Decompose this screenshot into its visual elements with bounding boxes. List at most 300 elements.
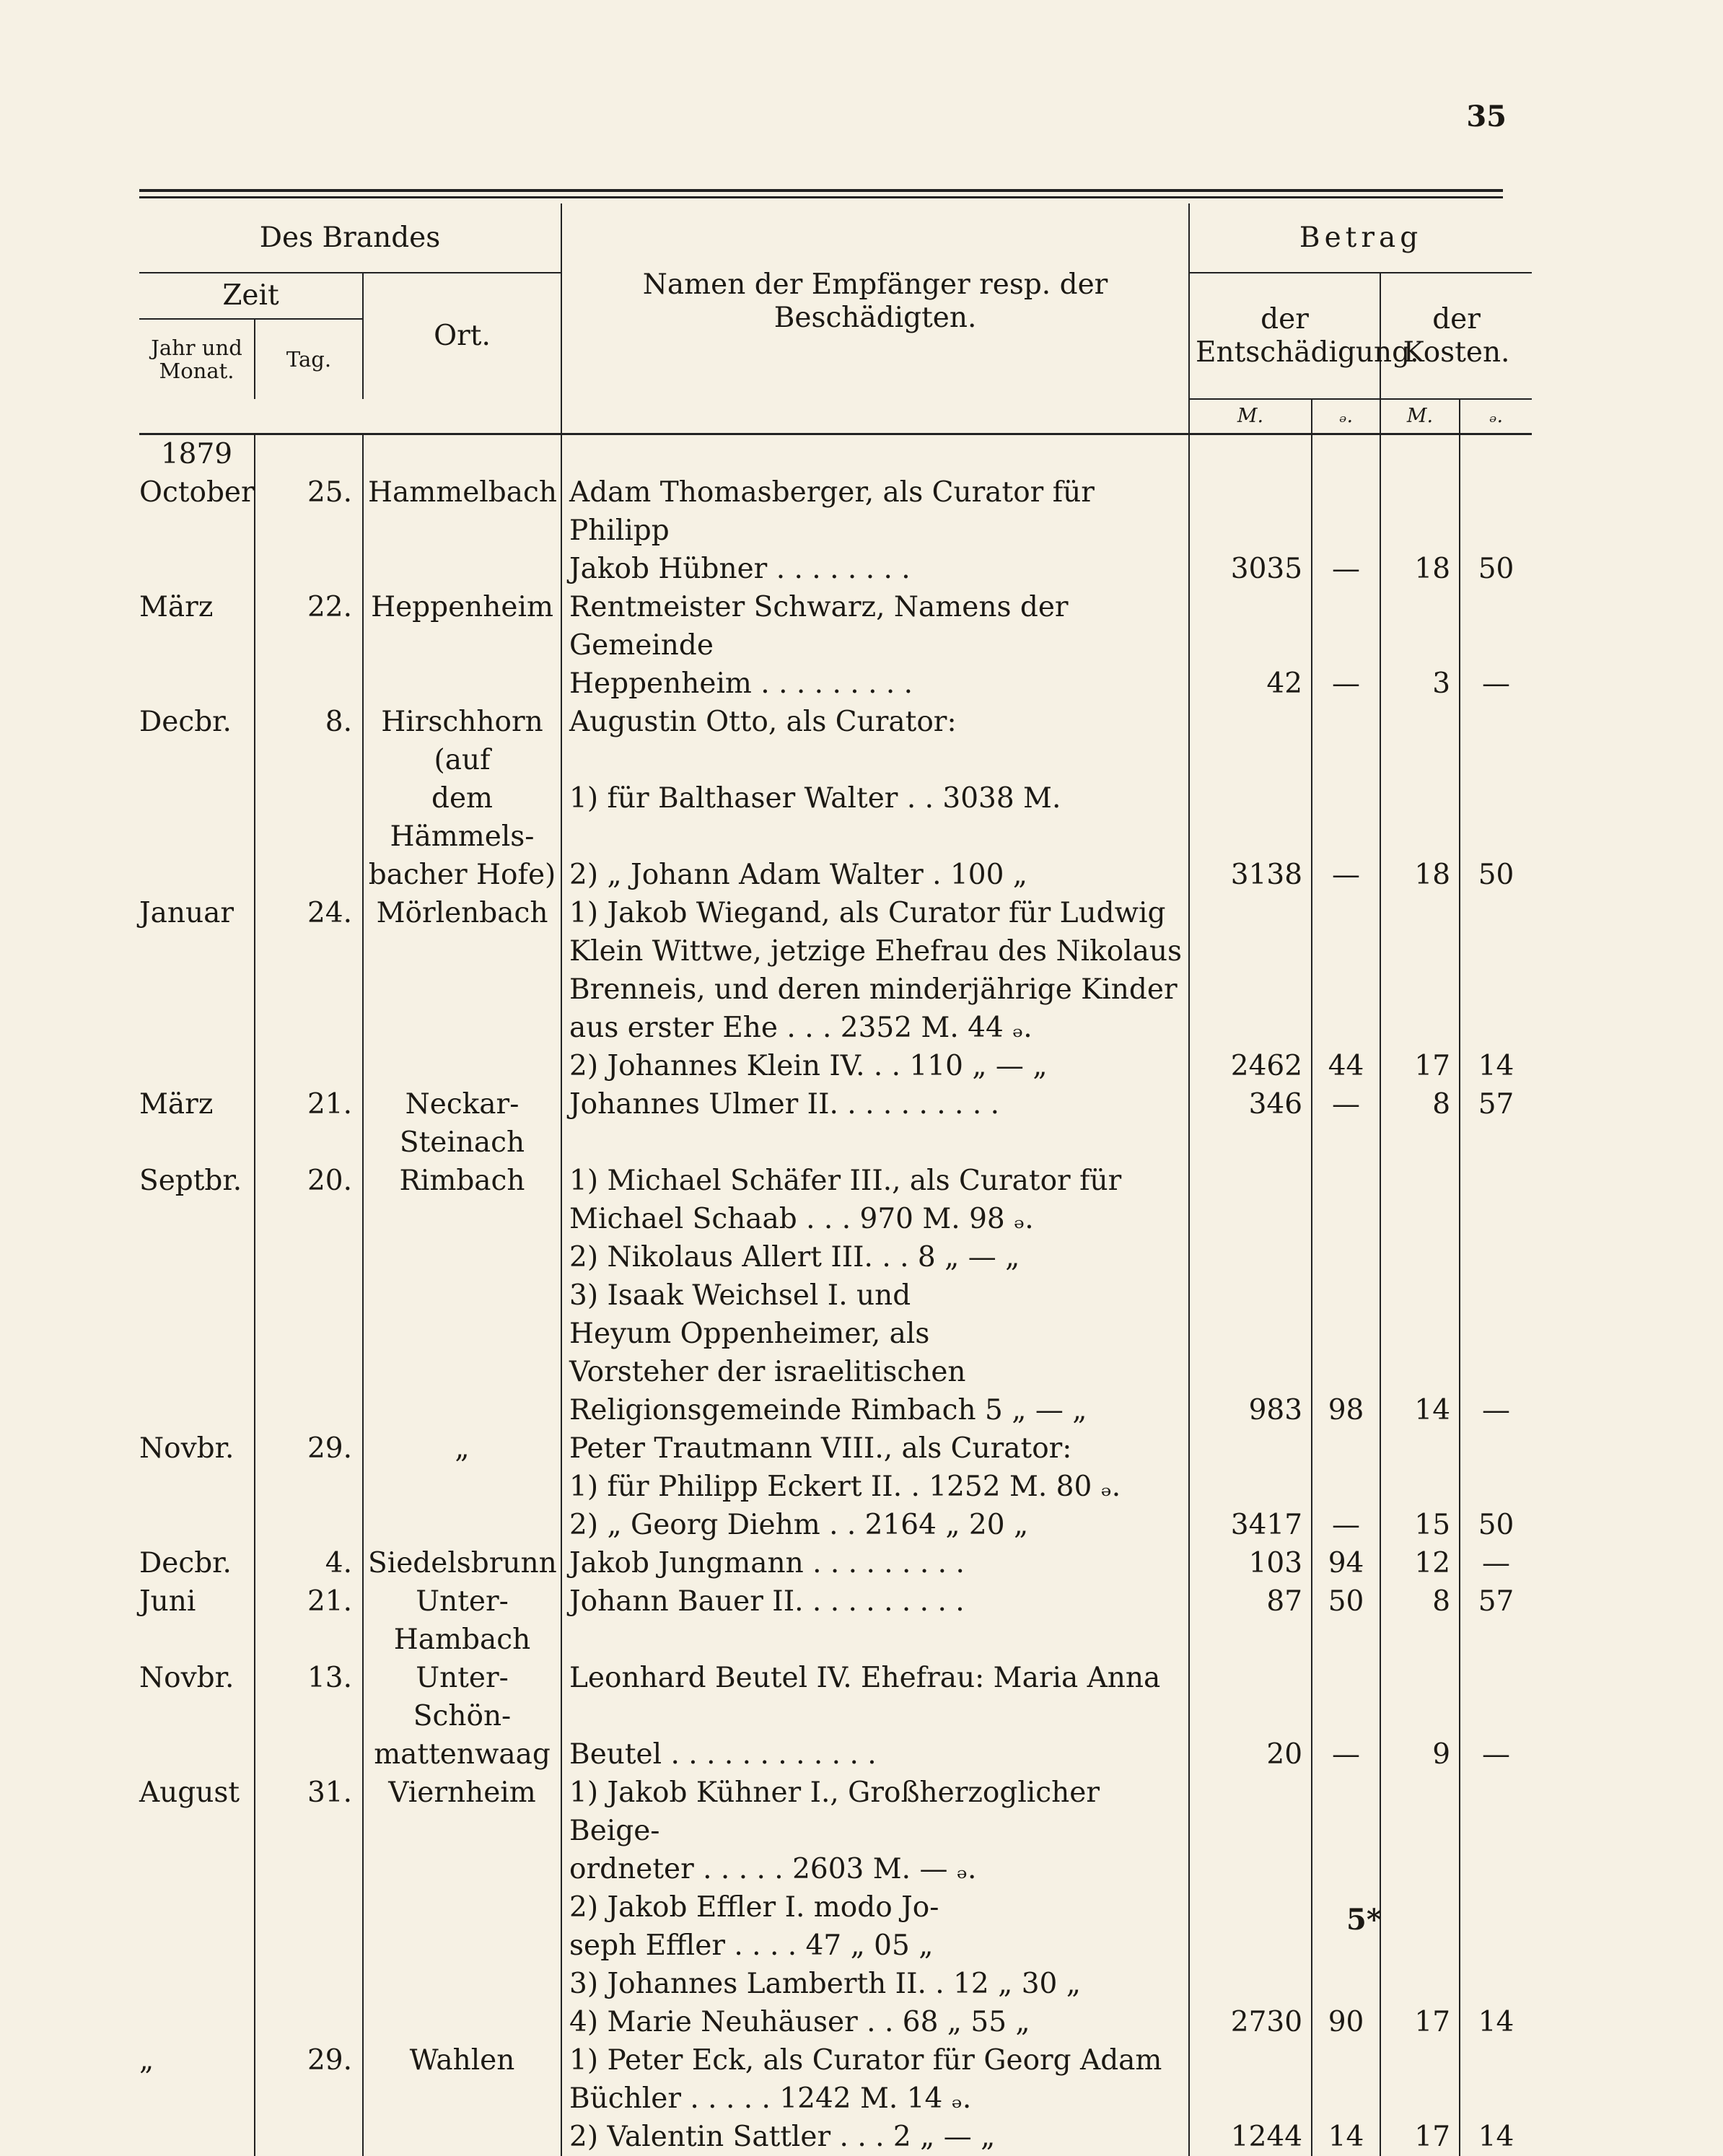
cost-pf bbox=[1460, 473, 1532, 550]
month-cell: März bbox=[139, 1085, 255, 1162]
month-cell: Decbr. bbox=[139, 1544, 255, 1582]
header-mark-kos: M. bbox=[1380, 399, 1460, 434]
cost-pf bbox=[1460, 779, 1532, 856]
place-cell bbox=[363, 2118, 561, 2156]
recipient-line: 2) „ Georg Diehm . . 2164 „ 20 „ bbox=[561, 1506, 1189, 1544]
cost-mark bbox=[1380, 1276, 1460, 1315]
cost-mark bbox=[1380, 2041, 1460, 2080]
compensation-pf bbox=[1312, 1774, 1380, 1850]
month-cell bbox=[139, 1506, 255, 1544]
recipient-line: 1) Michael Schäfer III., als Curator für bbox=[561, 1162, 1189, 1200]
compensation-mark: 983 bbox=[1189, 1391, 1312, 1429]
compensation-mark bbox=[1189, 1276, 1312, 1315]
place-cell: Siedelsbrunn bbox=[363, 1544, 561, 1582]
place-cell bbox=[363, 932, 561, 970]
header-entschaedigung: der Entschädigung. bbox=[1189, 273, 1380, 399]
recipient-line: Adam Thomasberger, als Curator für Philipp bbox=[561, 473, 1189, 550]
table-row bbox=[139, 1085, 1532, 1162]
recipient-line: Heppenheim . . . . . . . . . bbox=[561, 665, 1189, 703]
month-cell: „ bbox=[139, 2041, 255, 2080]
month-cell: Septbr. bbox=[139, 1162, 255, 1200]
day-cell: 13. bbox=[255, 1659, 363, 1735]
cost-mark bbox=[1380, 779, 1460, 856]
cost-mark: 17 bbox=[1380, 1047, 1460, 1085]
month-cell bbox=[139, 1888, 255, 1927]
table-row bbox=[139, 1276, 1532, 1315]
compensation-mark bbox=[1189, 1774, 1312, 1850]
month-cell bbox=[139, 970, 255, 1009]
day-cell bbox=[255, 1506, 363, 1544]
place-cell bbox=[363, 550, 561, 588]
compensation-mark bbox=[1189, 2041, 1312, 2080]
cost-pf: 57 bbox=[1478, 1088, 1514, 1121]
compensation-mark bbox=[1189, 1888, 1312, 1927]
day-cell bbox=[255, 1391, 363, 1429]
cost-pf bbox=[1460, 1162, 1532, 1200]
table-row bbox=[139, 1965, 1532, 2003]
table-row bbox=[139, 1582, 1532, 1659]
table-row bbox=[139, 1315, 1532, 1353]
day-cell: 24. bbox=[255, 894, 363, 932]
cost-mark: 17 bbox=[1380, 2003, 1460, 2041]
header-namen: Namen der Empfänger resp. der Beschädigten. bbox=[561, 203, 1189, 399]
compensation-pf: — bbox=[1312, 1506, 1380, 1544]
day-cell bbox=[255, 1200, 363, 1238]
cost-pf: — bbox=[1482, 1738, 1511, 1771]
place-cell bbox=[363, 1850, 561, 1888]
recipient-line: 1) für Philipp Eckert II. . 1252 M. 80 ₔ. bbox=[561, 1468, 1189, 1506]
top-rule bbox=[139, 189, 1503, 192]
compensation-mark: 103 bbox=[1189, 1544, 1312, 1582]
month-cell bbox=[139, 2080, 255, 2118]
recipient-line: Religionsgemeinde Rimbach 5 „ — „ bbox=[561, 1391, 1189, 1429]
compensation-pf bbox=[1312, 1238, 1380, 1276]
day-cell: 29. bbox=[255, 2041, 363, 2080]
compensation-pf bbox=[1312, 473, 1380, 550]
header-betrag: Betrag bbox=[1189, 203, 1532, 273]
day-cell: 29. bbox=[255, 1429, 363, 1468]
cost-mark bbox=[1380, 588, 1460, 665]
compensation-pf bbox=[1312, 1353, 1380, 1391]
cost-pf bbox=[1460, 703, 1532, 779]
month-cell: October bbox=[139, 473, 255, 550]
cost-mark: 3 bbox=[1380, 665, 1460, 703]
compensation-pf bbox=[1312, 1162, 1380, 1200]
header-ort: Ort. bbox=[363, 273, 561, 399]
compensation-pf bbox=[1312, 1315, 1380, 1353]
compensation-pf bbox=[1312, 932, 1380, 970]
header-jahr-monat: Jahr und Monat. bbox=[139, 319, 255, 399]
recipient-line: Johann Bauer II. . . . . . . . . . bbox=[561, 1582, 1189, 1659]
table-row bbox=[139, 588, 1532, 665]
month-cell bbox=[139, 1353, 255, 1391]
compensation-pf: 98 bbox=[1312, 1391, 1380, 1429]
compensation-pf bbox=[1312, 1659, 1380, 1735]
table-row bbox=[139, 856, 1532, 894]
table-row bbox=[139, 703, 1532, 779]
month-cell bbox=[139, 1391, 255, 1429]
compensation-mark bbox=[1189, 2080, 1312, 2118]
month-cell bbox=[139, 2003, 255, 2041]
compensation-mark bbox=[1189, 779, 1312, 856]
place-cell bbox=[363, 1047, 561, 1085]
recipient-line: 3) Johannes Lamberth II. . 12 „ 30 „ bbox=[561, 1965, 1189, 2003]
cost-pf bbox=[1460, 1888, 1532, 1927]
cost-mark bbox=[1380, 1200, 1460, 1238]
day-cell bbox=[255, 1850, 363, 1888]
cost-mark: 18 bbox=[1380, 856, 1460, 894]
page-number: 35 bbox=[1466, 100, 1507, 133]
recipient-line: 2) Nikolaus Allert III. . . 8 „ — „ bbox=[561, 1238, 1189, 1276]
cost-mark: 17 bbox=[1380, 2118, 1460, 2156]
month-cell bbox=[139, 1238, 255, 1276]
recipient-line: Brenneis, und deren minderjährige Kinder bbox=[561, 970, 1189, 1009]
place-cell bbox=[363, 1506, 561, 1544]
recipient-line: Jakob Hübner . . . . . . . . bbox=[561, 550, 1189, 588]
compensation-pf bbox=[1312, 1276, 1380, 1315]
table-row bbox=[139, 1353, 1532, 1391]
cost-mark bbox=[1380, 1965, 1460, 2003]
month-cell bbox=[139, 1735, 255, 1774]
day-cell: 21. bbox=[255, 1085, 363, 1162]
table-row bbox=[139, 1047, 1532, 1085]
compensation-pf: 44 bbox=[1312, 1047, 1380, 1085]
cost-mark: 9 bbox=[1380, 1735, 1460, 1774]
cost-mark bbox=[1380, 1659, 1460, 1735]
place-cell: Rimbach bbox=[363, 1162, 561, 1200]
compensation-pf bbox=[1312, 894, 1380, 932]
month-cell bbox=[139, 1468, 255, 1506]
compensation-pf bbox=[1312, 1965, 1380, 2003]
header-des-brandes: Des Brandes bbox=[139, 203, 561, 273]
compensation-mark bbox=[1189, 1927, 1312, 1965]
month-cell bbox=[139, 550, 255, 588]
cost-pf bbox=[1460, 1353, 1532, 1391]
place-cell: Mörlenbach bbox=[363, 894, 561, 932]
cost-pf: 50 bbox=[1478, 553, 1514, 585]
cost-pf bbox=[1460, 894, 1532, 932]
cost-pf bbox=[1460, 1850, 1532, 1888]
cost-mark bbox=[1380, 1888, 1460, 1927]
cost-pf bbox=[1460, 1200, 1532, 1238]
cost-pf: 50 bbox=[1478, 859, 1514, 891]
compensation-mark: 42 bbox=[1189, 665, 1312, 703]
compensation-mark bbox=[1189, 703, 1312, 779]
compensation-pf: 90 bbox=[1312, 2003, 1380, 2041]
place-cell bbox=[363, 1009, 561, 1047]
table-row bbox=[139, 932, 1532, 970]
place-cell bbox=[363, 1276, 561, 1315]
day-cell: 31. bbox=[255, 1774, 363, 1850]
month-cell: Juni bbox=[139, 1582, 255, 1659]
recipient-line: Jakob Jungmann . . . . . . . . . bbox=[561, 1544, 1189, 1582]
cost-pf: 57 bbox=[1478, 1585, 1514, 1618]
table-row bbox=[139, 1468, 1532, 1506]
compensation-mark bbox=[1189, 588, 1312, 665]
place-cell bbox=[363, 1353, 561, 1391]
place-cell bbox=[363, 1468, 561, 1506]
cost-mark bbox=[1380, 1353, 1460, 1391]
day-cell bbox=[255, 1927, 363, 1965]
day-cell: 8. bbox=[255, 703, 363, 779]
cost-mark bbox=[1380, 1238, 1460, 1276]
month-cell bbox=[139, 1276, 255, 1315]
compensation-pf: 14 bbox=[1312, 2118, 1380, 2156]
cost-pf: 50 bbox=[1478, 1509, 1514, 1541]
cost-mark: 15 bbox=[1380, 1506, 1460, 1544]
month-cell bbox=[139, 1965, 255, 2003]
compensation-pf: — bbox=[1312, 550, 1380, 588]
month-cell bbox=[139, 1047, 255, 1085]
compensation-pf: — bbox=[1312, 665, 1380, 703]
recipient-line: 2) Johannes Klein IV. . . 110 „ — „ bbox=[561, 1047, 1189, 1085]
day-cell bbox=[255, 856, 363, 894]
place-cell: dem Hämmels- bbox=[363, 779, 561, 856]
cost-pf bbox=[1460, 1468, 1532, 1506]
header-tag: Tag. bbox=[255, 319, 363, 399]
year-cell: 1879 bbox=[139, 434, 255, 474]
day-cell bbox=[255, 1276, 363, 1315]
compensation-mark: 3417 bbox=[1189, 1506, 1312, 1544]
cost-mark: 18 bbox=[1380, 550, 1460, 588]
cost-pf bbox=[1460, 1774, 1532, 1850]
table-row bbox=[139, 779, 1532, 856]
table-row bbox=[139, 1850, 1532, 1888]
cost-pf bbox=[1460, 588, 1532, 665]
cost-mark: 8 bbox=[1380, 1085, 1460, 1162]
compensation-mark: 3035 bbox=[1189, 550, 1312, 588]
day-cell bbox=[255, 1315, 363, 1353]
compensation-pf bbox=[1312, 2041, 1380, 2080]
compensation-mark: 1244 bbox=[1189, 2118, 1312, 2156]
compensation-mark bbox=[1189, 1353, 1312, 1391]
place-cell: bacher Hofe) bbox=[363, 856, 561, 894]
place-cell bbox=[363, 1200, 561, 1238]
header-spacer bbox=[139, 399, 561, 434]
cost-mark bbox=[1380, 1429, 1460, 1468]
month-cell bbox=[139, 1850, 255, 1888]
compensation-mark: 346 bbox=[1189, 1085, 1312, 1162]
place-cell bbox=[363, 1965, 561, 2003]
compensation-mark bbox=[1189, 1965, 1312, 2003]
cost-mark: 8 bbox=[1380, 1582, 1460, 1659]
compensation-mark bbox=[1189, 932, 1312, 970]
table-row bbox=[139, 550, 1532, 588]
compensation-pf: — bbox=[1312, 856, 1380, 894]
compensation-mark bbox=[1189, 1200, 1312, 1238]
header-pf-ent: ₔ. bbox=[1312, 399, 1380, 434]
compensation-pf: — bbox=[1312, 1735, 1380, 1774]
table-row bbox=[139, 1391, 1532, 1429]
month-cell bbox=[139, 1315, 255, 1353]
place-cell: Hammelbach bbox=[363, 473, 561, 550]
cost-mark: 14 bbox=[1380, 1391, 1460, 1429]
header-mark-ent: M. bbox=[1189, 399, 1312, 434]
recipient-line: Büchler . . . . . 1242 M. 14 ₔ. bbox=[561, 2080, 1189, 2118]
compensation-mark bbox=[1189, 1468, 1312, 1506]
day-cell bbox=[255, 2118, 363, 2156]
table-row bbox=[139, 2041, 1532, 2080]
day-cell: 22. bbox=[255, 588, 363, 665]
compensation-mark: 20 bbox=[1189, 1735, 1312, 1774]
compensation-mark: 3138 bbox=[1189, 856, 1312, 894]
cost-pf: 14 bbox=[1478, 1050, 1514, 1082]
compensation-mark bbox=[1189, 1659, 1312, 1735]
table-row bbox=[139, 473, 1532, 550]
cost-mark bbox=[1380, 2080, 1460, 2118]
compensation-pf bbox=[1312, 588, 1380, 665]
place-cell: Viernheim bbox=[363, 1774, 561, 1850]
cost-mark bbox=[1380, 932, 1460, 970]
recipient-line: Beutel . . . . . . . . . . . . bbox=[561, 1735, 1189, 1774]
cost-mark bbox=[1380, 1850, 1460, 1888]
place-cell: Wahlen bbox=[363, 2041, 561, 2080]
header-pf-kos: ₔ. bbox=[1460, 399, 1532, 434]
day-cell bbox=[255, 1965, 363, 2003]
table-row bbox=[139, 1927, 1532, 1965]
place-cell: mattenwaag bbox=[363, 1735, 561, 1774]
recipient-line: 1) Jakob Wiegand, als Curator für Ludwig bbox=[561, 894, 1189, 932]
day-cell bbox=[255, 550, 363, 588]
cost-pf bbox=[1460, 1927, 1532, 1965]
cost-mark: 12 bbox=[1380, 1544, 1460, 1582]
compensation-mark bbox=[1189, 473, 1312, 550]
place-cell bbox=[363, 1888, 561, 1927]
cost-pf bbox=[1460, 1965, 1532, 2003]
recipient-line: 4) Marie Neuhäuser . . 68 „ 55 „ bbox=[561, 2003, 1189, 2041]
recipient-line: Peter Trautmann VIII., als Curator: bbox=[561, 1429, 1189, 1468]
place-cell: Neckar-Steinach bbox=[363, 1085, 561, 1162]
compensation-mark bbox=[1189, 894, 1312, 932]
place-cell bbox=[363, 1238, 561, 1276]
table-row bbox=[139, 1659, 1532, 1735]
day-cell bbox=[255, 1735, 363, 1774]
recipient-line: ordneter . . . . . 2603 M. — ₔ. bbox=[561, 1850, 1189, 1888]
cost-pf bbox=[1460, 1429, 1532, 1468]
table-row bbox=[139, 1506, 1532, 1544]
place-cell bbox=[363, 1315, 561, 1353]
compensation-pf bbox=[1312, 1200, 1380, 1238]
cost-mark bbox=[1380, 703, 1460, 779]
table-row bbox=[139, 1888, 1532, 1927]
compensation-mark bbox=[1189, 970, 1312, 1009]
cost-mark bbox=[1380, 1162, 1460, 1200]
month-cell bbox=[139, 1927, 255, 1965]
place-cell bbox=[363, 970, 561, 1009]
month-cell: Januar bbox=[139, 894, 255, 932]
table-row bbox=[139, 1544, 1532, 1582]
table-row bbox=[139, 1162, 1532, 1200]
cost-pf bbox=[1460, 2080, 1532, 2118]
recipient-line: Vorsteher der israelitischen bbox=[561, 1353, 1189, 1391]
day-cell bbox=[255, 665, 363, 703]
cost-mark bbox=[1380, 1468, 1460, 1506]
compensation-pf bbox=[1312, 1468, 1380, 1506]
place-cell bbox=[363, 2003, 561, 2041]
compensation-pf bbox=[1312, 1009, 1380, 1047]
month-cell: August bbox=[139, 1774, 255, 1850]
recipient-line: 1) für Balthaser Walter . . 3038 M. bbox=[561, 779, 1189, 856]
recipient-line: 2) Valentin Sattler . . . 2 „ — „ bbox=[561, 2118, 1189, 2156]
cost-mark bbox=[1380, 894, 1460, 932]
recipient-line: seph Effler . . . . 47 „ 05 „ bbox=[561, 1927, 1189, 1965]
day-cell bbox=[255, 2080, 363, 2118]
day-cell bbox=[255, 1047, 363, 1085]
recipient-line: 1) Peter Eck, als Curator für Georg Adam bbox=[561, 2041, 1189, 2080]
month-cell bbox=[139, 932, 255, 970]
compensation-pf: — bbox=[1312, 1085, 1380, 1162]
table-row bbox=[139, 970, 1532, 1009]
compensation-mark: 2730 bbox=[1189, 2003, 1312, 2041]
signature-mark: 5* bbox=[1346, 1903, 1382, 1937]
table-row bbox=[139, 2080, 1532, 2118]
recipient-line: Michael Schaab . . . 970 M. 98 ₔ. bbox=[561, 1200, 1189, 1238]
recipient-line: Leonhard Beutel IV. Ehefrau: Maria Anna bbox=[561, 1659, 1189, 1735]
compensation-pf: 94 bbox=[1312, 1544, 1380, 1582]
recipient-line: Augustin Otto, als Curator: bbox=[561, 703, 1189, 779]
day-cell: 4. bbox=[255, 1544, 363, 1582]
header-kosten: der Kosten. bbox=[1380, 273, 1532, 399]
place-cell: Unter-Hambach bbox=[363, 1582, 561, 1659]
recipient-line: Heyum Oppenheimer, als bbox=[561, 1315, 1189, 1353]
month-cell bbox=[139, 2118, 255, 2156]
compensation-pf bbox=[1312, 2080, 1380, 2118]
cost-pf: — bbox=[1482, 1394, 1511, 1427]
compensation-mark bbox=[1189, 1162, 1312, 1200]
compensation-pf bbox=[1312, 703, 1380, 779]
month-cell: März bbox=[139, 588, 255, 665]
day-cell bbox=[255, 1238, 363, 1276]
table-row bbox=[139, 1200, 1532, 1238]
compensation-mark: 87 bbox=[1189, 1582, 1312, 1659]
day-cell bbox=[255, 1468, 363, 1506]
day-cell: 20. bbox=[255, 1162, 363, 1200]
day-cell bbox=[255, 779, 363, 856]
recipient-line: 1) Jakob Kühner I., Großherzoglicher Beige- bbox=[561, 1774, 1189, 1850]
compensation-pf bbox=[1312, 1850, 1380, 1888]
table-row bbox=[139, 1009, 1532, 1047]
table-row bbox=[139, 1774, 1532, 1850]
cost-pf bbox=[1460, 1238, 1532, 1276]
cost-pf: — bbox=[1482, 667, 1511, 700]
compensation-pf bbox=[1312, 1429, 1380, 1468]
cost-pf: — bbox=[1482, 1547, 1511, 1579]
day-cell: 25. bbox=[255, 473, 363, 550]
compensation-mark bbox=[1189, 1315, 1312, 1353]
recipient-line: 2) Jakob Effler I. modo Jo- bbox=[561, 1888, 1189, 1927]
day-cell bbox=[255, 1009, 363, 1047]
cost-mark bbox=[1380, 1927, 1460, 1965]
compensation-mark bbox=[1189, 1850, 1312, 1888]
month-cell: Decbr. bbox=[139, 703, 255, 779]
compensation-mark bbox=[1189, 1238, 1312, 1276]
header-spacer-names bbox=[561, 399, 1189, 434]
cost-mark bbox=[1380, 473, 1460, 550]
recipient-line: Klein Wittwe, jetzige Ehefrau des Nikolaus bbox=[561, 932, 1189, 970]
recipient-line: 2) „ Johann Adam Walter . 100 „ bbox=[561, 856, 1189, 894]
cost-mark bbox=[1380, 970, 1460, 1009]
day-cell: 21. bbox=[255, 1582, 363, 1659]
cost-pf bbox=[1460, 2041, 1532, 2080]
recipient-line: Johannes Ulmer II. . . . . . . . . . bbox=[561, 1085, 1189, 1162]
cost-pf bbox=[1460, 1659, 1532, 1735]
compensation-mark bbox=[1189, 1009, 1312, 1047]
cost-pf bbox=[1460, 1315, 1532, 1353]
day-cell bbox=[255, 1888, 363, 1927]
month-cell bbox=[139, 856, 255, 894]
cost-pf: 14 bbox=[1478, 2121, 1514, 2153]
month-cell bbox=[139, 1200, 255, 1238]
